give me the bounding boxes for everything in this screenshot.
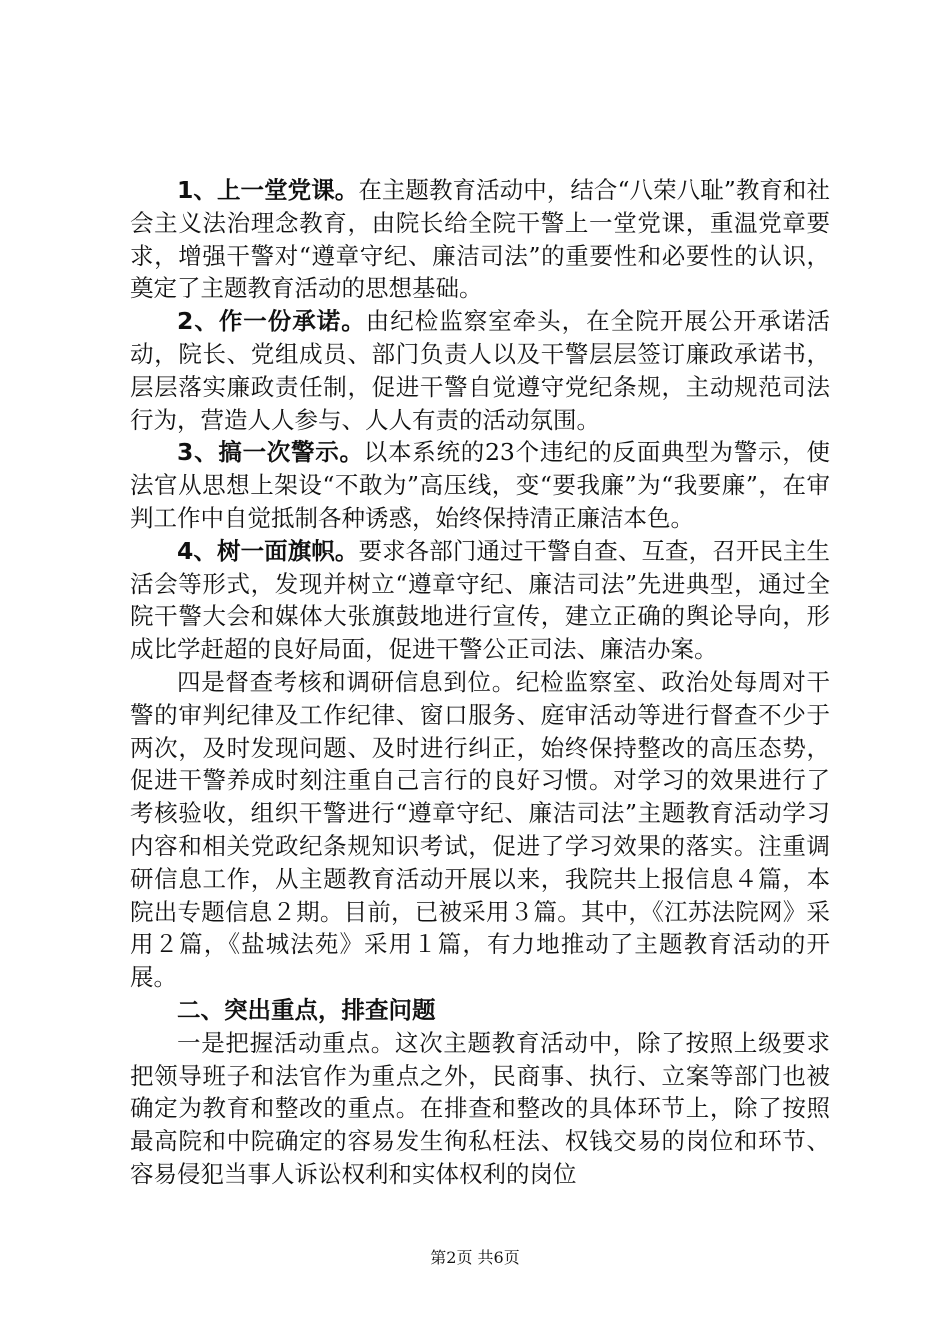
paragraph-3 bbox=[130, 436, 830, 534]
paragraph-text: 一是把握活动重点。这次主题教育活动中，除了按照上级要求把领导班子和法官作为重点之外，民商事、执行、立案等部门也被确定为教育和整改的重点。在排查和整改的具体环节上，除了按照最高院和中院确定的容易发生徇私枉法、权钱交易的岗位和环节、容易侵犯当事人诉讼权利和实体权利的岗位 bbox=[130, 1028, 830, 1188]
paragraph-heading: 2、作一份承诺。 bbox=[177, 307, 366, 336]
paragraph-text: 由纪检监察室牵头，在全院开展公开承诺活动，院长、党组成员、部门负责人以及干警层层签订廉政承诺书，层层落实廉政责任制，促进干警自觉遵守党纪条规，主动规范司法行为，营造人人参与、人人有责的活动氛围。 bbox=[130, 307, 831, 434]
paragraph-text: 要求各部门通过干警自查、互查，召开民主生活会等形式，发现并树立“遵章守纪、廉洁司法”先进典型，通过全院干警大会和媒体大张旗鼓地进行宣传，建立正确的舆论导向，形成比学赶超的良好局面，促进干警公正司法、廉洁办案。 bbox=[130, 536, 831, 664]
section-heading-text: 二、突出重点，排查问题 bbox=[177, 995, 436, 1024]
paragraph-6 bbox=[130, 1027, 830, 1191]
paragraph-4 bbox=[130, 535, 830, 666]
page-footer: 第2页 共6页 bbox=[430, 1248, 520, 1267]
paragraph-1 bbox=[130, 174, 830, 305]
paragraph-2 bbox=[130, 305, 830, 436]
paragraph-heading: 3、搞一次警示。 bbox=[177, 438, 364, 467]
paragraph-text: 在主题教育活动中，结合“八荣八耻”教育和社会主义法治理念教育，由院长给全院干警上一堂党课，重温党章要求，增强干警对“遵章守纪、廉洁司法”的重要性和必要性的认识，奠定了主题教育活动的思想基础。 bbox=[130, 176, 830, 303]
paragraph-text: 四是督查考核和调研信息到位。纪检监察室、政治处每周对干警的审判纪律及工作纪律、窗口服务、庭审活动等进行督查不少于两次，及时发现问题、及时进行纠正，始终保持整改的高压态势，促进干警养成时刻注重自己言行的良好习惯。对学习的效果进行了考核验收，组织干警进行“遵章守纪、廉洁司法”主题教育活动学习内容和相关党政纪条规知识考试，促进了学习效果的落实。注重调研信息工作，从主题教育活动开展以来，我院共上报信息４篇，本院出专题信息２期。目前，已被采用３篇。其中，《江苏法院网》采用２篇，《盐城法苑》采用１篇，有力地推动了主题教育活动的开展。 bbox=[130, 667, 830, 992]
section-heading bbox=[130, 994, 830, 1027]
document-body bbox=[130, 174, 830, 1191]
paragraph-5 bbox=[130, 666, 830, 994]
paragraph-text: 以本系统的23个违纪的反面典型为警示，使法官从思想上架设“不敢为”高压线，变“要我廉”为“我要廉”，在审判工作中自觉抵制各种诱惑，始终保持清正廉洁本色。 bbox=[130, 438, 830, 532]
paragraph-heading: 4、树一面旗帜。 bbox=[177, 536, 359, 565]
paragraph-heading: 1、上一堂党课。 bbox=[177, 176, 359, 204]
